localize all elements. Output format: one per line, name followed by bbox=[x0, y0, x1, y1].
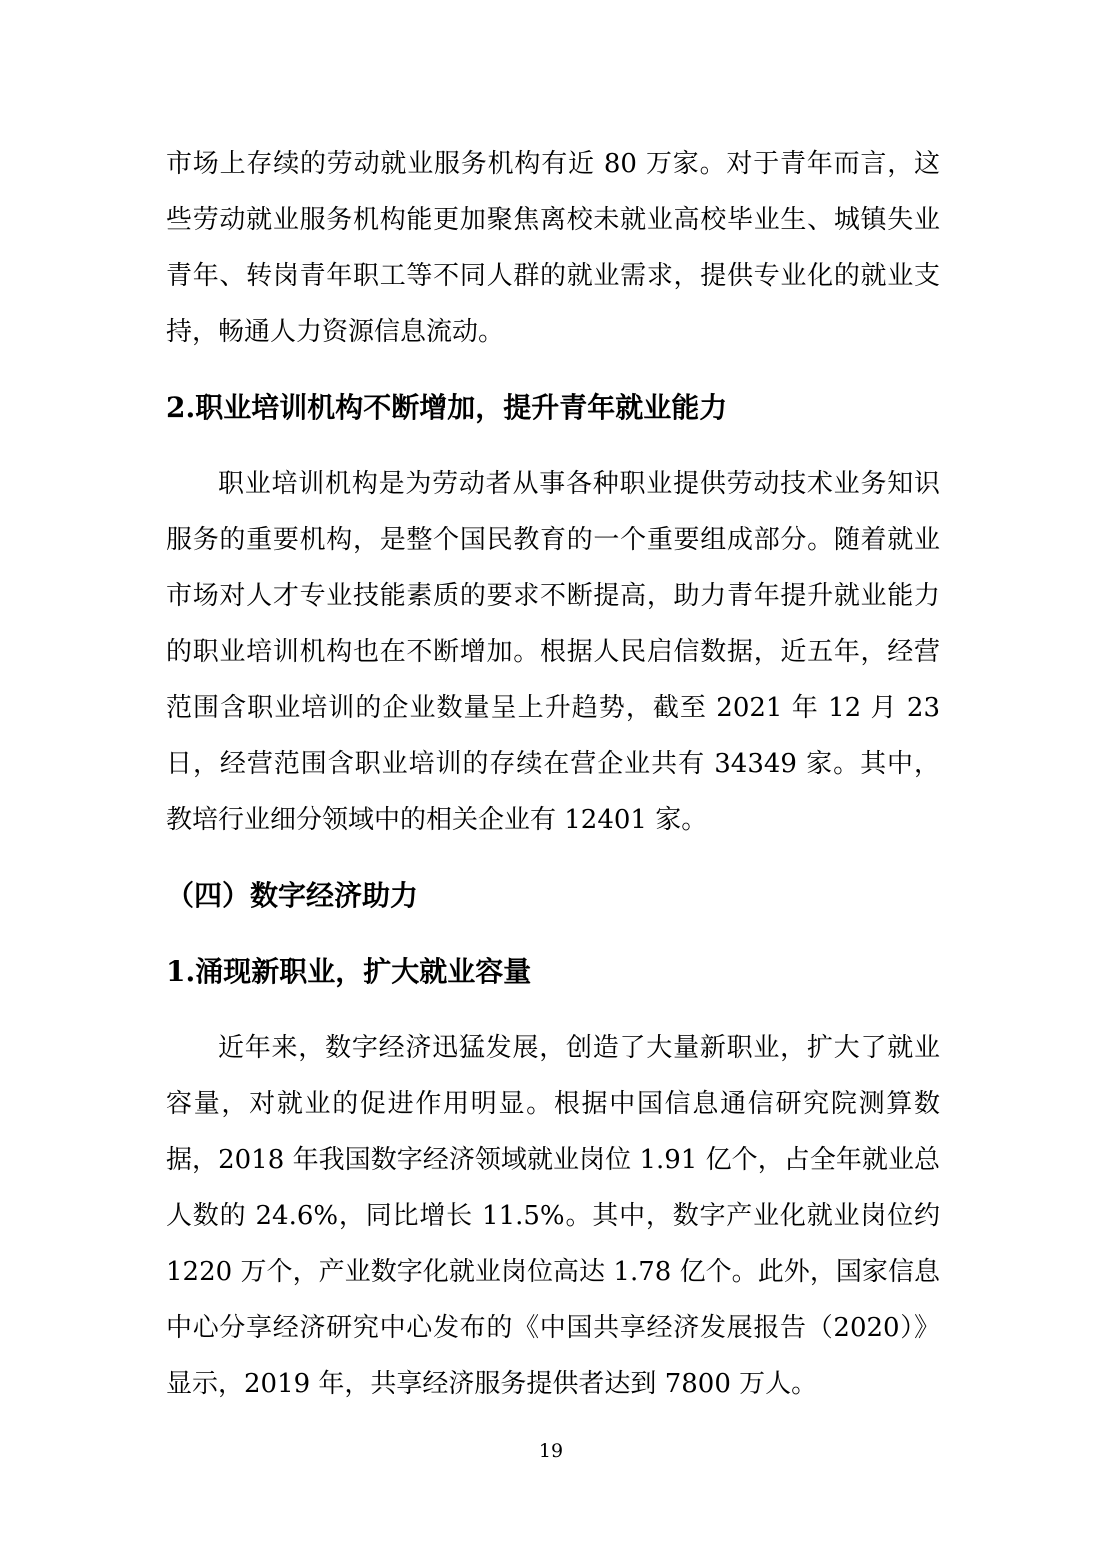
paragraph-digital-economy: 近年来，数字经济迅猛发展，创造了大量新职业，扩大了就业容量，对就业的促进作用明显。根据中国信息通信研究院测算数据，2018 年我国数字经济领域就业岗位 1.91 亿个，占全年就业总人数的 24.6%，同比增长 11.5%。其中，数字产业化就业岗位约 1220 万个，产业数字化就业岗位高达 1.78 亿个。此外，国家信息中心分享经济研究中心发布的《中国共享经济发展报告（2020）》显示，2019 年，共享经济服务提供者达到 7800 万人。 bbox=[166, 1033, 940, 1399]
page-number: 19 bbox=[538, 1440, 564, 1462]
page-body bbox=[166, 136, 940, 1412]
page-footer bbox=[0, 1440, 1102, 1462]
heading-digital-economy-section: （四）数字经济助力 bbox=[166, 879, 419, 912]
paragraph-vocational-training-institutions: 职业培训机构是为劳动者从事各种职业提供劳动技术业务知识服务的重要机构，是整个国民教育的一个重要组成部分。随着就业市场对人才专业技能素质的要求不断提高，助力青年提升就业能力的职业培训机构也在不断增加。根据人民启信数据，近五年，经营范围含职业培训的企业数量呈上升趋势，截至 2021 年 12 月 23 日，经营范围含职业培训的存续在营企业共有 34349 家。其中，教培行业细分领域中的相关企业有 12401 家。 bbox=[166, 469, 940, 835]
paragraph-employment-services: 市场上存续的劳动就业服务机构有近 80 万家。对于青年而言，这些劳动就业服务机构能更加聚焦离校未就业高校毕业生、城镇失业青年、转岗青年职工等不同人群的就业需求，提供专业化的就业支持，畅通人力资源信息流动。 bbox=[166, 149, 940, 347]
heading-vocational-training-institutions: 2.职业培训机构不断增加，提升青年就业能力 bbox=[166, 391, 728, 424]
heading-new-occupations: 1.涌现新职业，扩大就业容量 bbox=[166, 955, 532, 988]
